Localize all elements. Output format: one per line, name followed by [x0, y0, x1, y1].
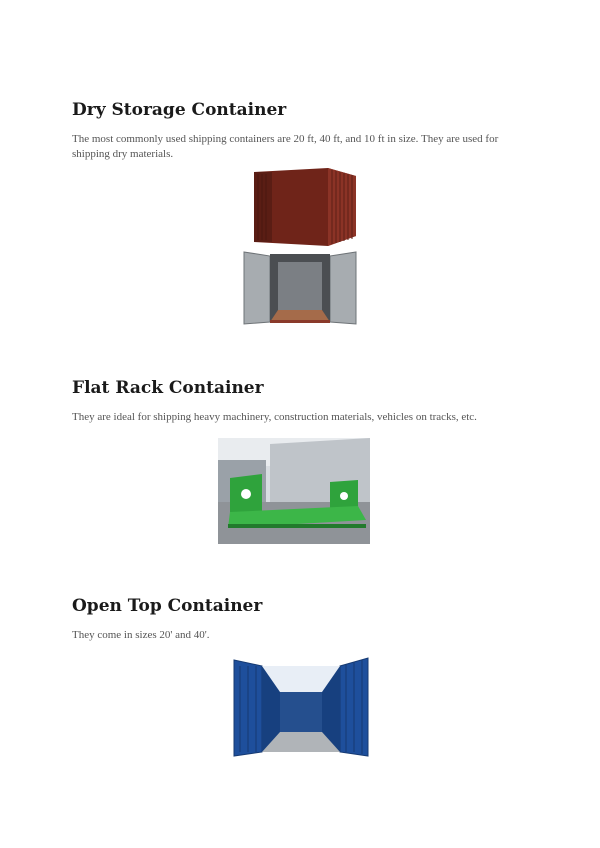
open-top-container-image [232, 656, 370, 758]
section-heading-dry-storage: Dry Storage Container [72, 100, 287, 120]
dry-container-closed-image [250, 164, 360, 248]
section-heading-open-top: Open Top Container [72, 596, 263, 616]
section-text-flat-rack: They are ideal for shipping heavy machinery, construction materials, vehicles on tracks, etc. [72, 411, 477, 423]
dry-container-open-image [242, 250, 358, 326]
section-text-dry-storage: The most commonly used shipping containers are 20 ft, 40 ft, and 10 ft in size. They are used for shipping dry materials. [72, 133, 499, 160]
flat-rack-container-image [218, 438, 370, 544]
section-text-open-top: They come in sizes 20' and 40'. [72, 629, 210, 641]
section-heading-flat-rack: Flat Rack Container [72, 378, 264, 398]
